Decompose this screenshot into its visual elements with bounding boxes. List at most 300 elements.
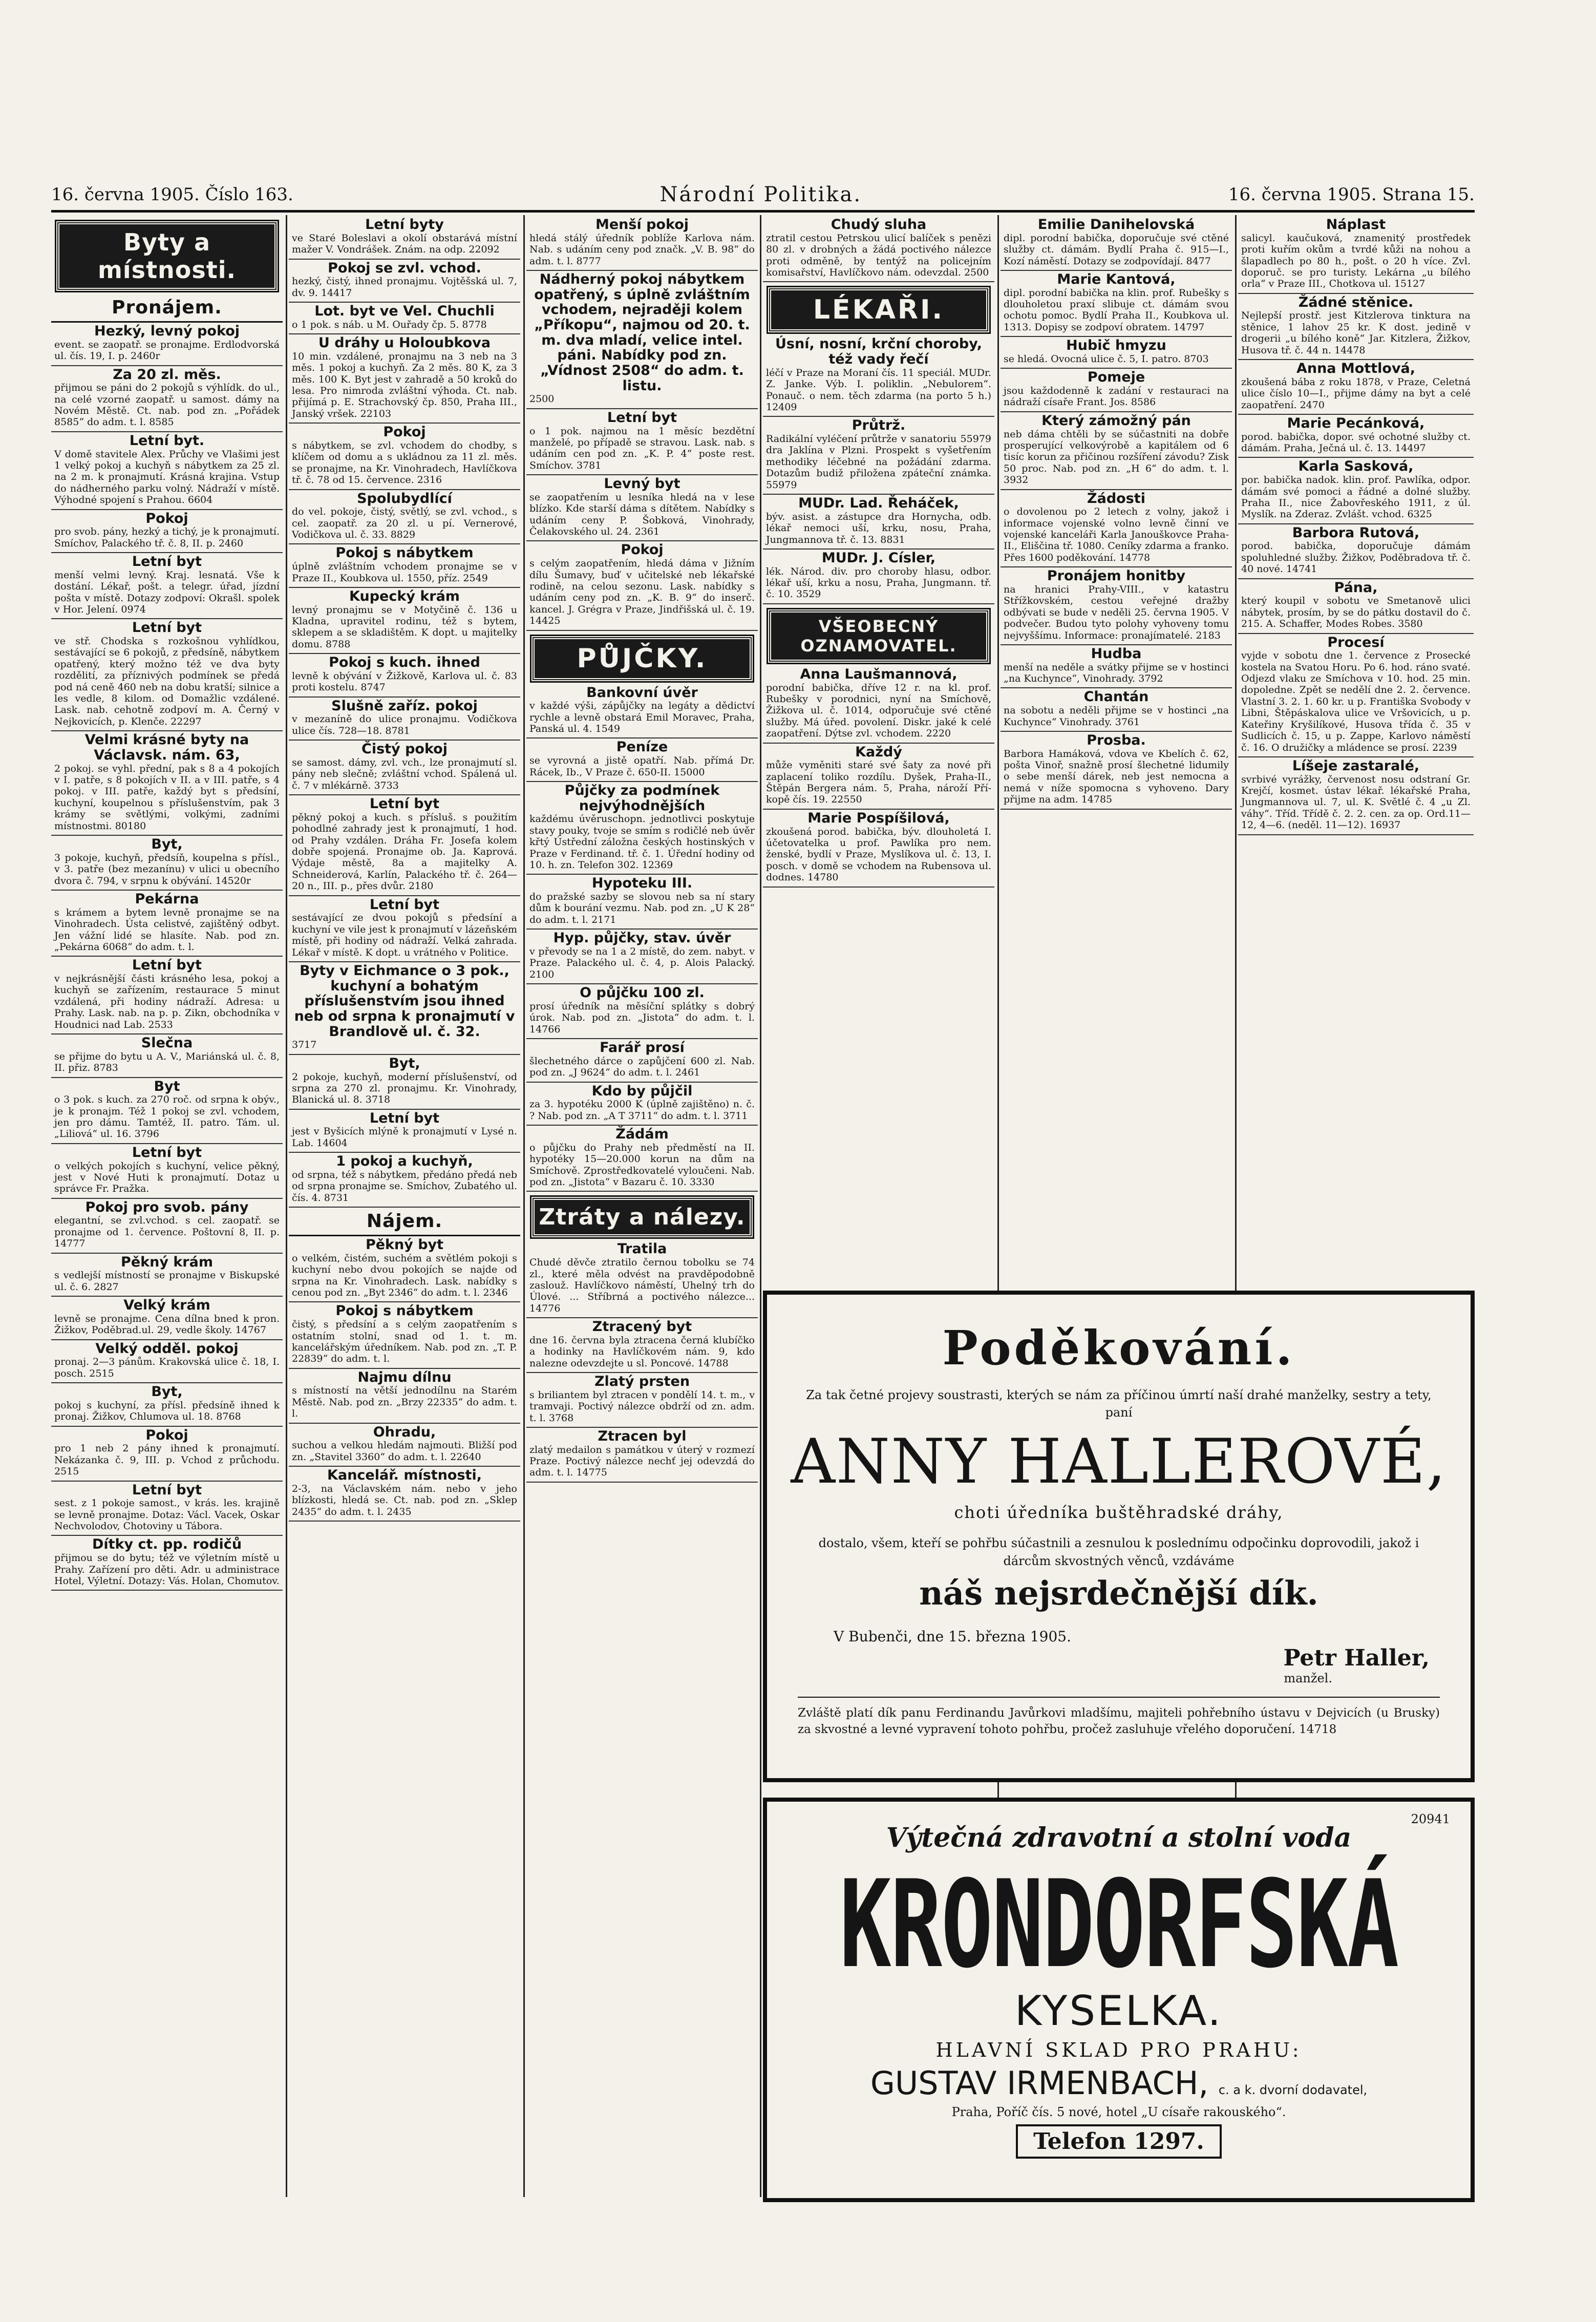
ad-heading: Byt <box>154 1078 180 1094</box>
ad-heading: Velký odděl. pokoj <box>95 1340 239 1357</box>
column-rule <box>286 215 287 2197</box>
classified-ad <box>289 795 520 896</box>
ad-text: 2 pokoje, kuchyň, moderní příslušenství, od srpna za 270 zl. pronajmu. Kr. Vinohrady, Blanická ul. 8. 3718 <box>292 1071 517 1106</box>
ad-text: může vyměniti staré své šaty za nové při zaplacení toliko rozdílu. Dyšek, Praha-II., Štěpán Bergera nám. 5, Praha, nároží Pří-kopě čís. 19. 22550 <box>766 759 991 806</box>
ad-heading: Pokoj pro svob. pány <box>85 1199 249 1215</box>
ad-heading: Tratila <box>617 1241 667 1257</box>
section-pujcky: PŮJČKY. <box>531 636 753 681</box>
ad-heading: Náplast <box>1326 217 1386 233</box>
classified-ad <box>289 260 520 303</box>
classified-ad <box>526 1083 758 1126</box>
ad-text: zkoušená porod. babička, býv. dlouholetá I. účetovatelka u prof. Pawlíka pro nem. ženské, bydlí v Praze, Myslíkova ul. č. 13, I. posch. v domě se vchodem na Rubensova ul. dodnes. 14780 <box>766 826 991 883</box>
classified-ad <box>1001 688 1232 732</box>
classified-ad <box>526 271 758 409</box>
classified-ad <box>1238 360 1474 415</box>
ad-text: 2500 <box>529 393 555 405</box>
ad-heading: MUDr. J. Císler, <box>821 550 936 566</box>
ad-heading: Slušně zaříz. pokoj <box>331 698 478 714</box>
ad-text: za 3. hypotéku 2000 K (úplně zajištěno) n. č. ? Nab. pod zn. „A T 3711“ do adm. t. l. 3711 <box>529 1099 755 1122</box>
ad-heading: Ztracený byt <box>592 1319 692 1335</box>
ad-text: úplně zvláštním vchodem pronajme se v Praze II., Koubkova ul. 1550, příz. 2549 <box>292 561 517 584</box>
ad-text: vyjde v sobotu dne 1. července z Prosecké kostela na Svatou Horu. Po 6. hod. ráno svaté. Odjezd vlaku ze Smíchova v 10. hod. 25 min. dopoledne. Zpět se nedělí dne 2. 2. července. Vlastní 3. 2. 1. 60 kr. u p. Františka Svobody v Libni, Štěpáskalova ulice ve Vršovicích, u p. Kateřiny Kryšilíkové, Husova třída č. 35 v Sudlicích č. 15, u p. Zappe, Karlovo náměstí č. 16. O družičky a mládence se prosí. 2239 <box>1241 650 1471 753</box>
classified-ad <box>763 810 994 888</box>
classified-ad <box>1001 645 1232 689</box>
thanks-line: náš nejsrdečnější dík. <box>919 1574 1318 1613</box>
section-ztraty: Ztráty a nálezy. <box>531 1197 753 1237</box>
classified-ad <box>289 544 520 588</box>
classified-ad <box>526 930 758 984</box>
ad-text: šlechetného dárce o zapůjčení 600 zl. Nab. pod zn. „J 9624“ do adm. t. l. 2461 <box>529 1055 755 1079</box>
kron-tagline: Výtečná zdravotní a stolní voda <box>886 1822 1352 1853</box>
ad-text: se přijme do bytu u A. V., Mariánská ul. č. 8, II. přiz. 8783 <box>54 1050 280 1074</box>
ad-heading: Letní byt <box>132 1144 202 1160</box>
ad-text: 2 pokoj. se vyhl. přední, pak s 8 a 4 pokojích v I. patře, s 8 pokojích v II. a v III. patře, s 4 pokoj. v III. patře, každý byt s předsíní, kuchyní, koupelnou s příslušenstvím, pak 3 krámy se světlými, volkými, zadními místnostmi. 80180 <box>54 763 280 832</box>
classified-ad <box>289 1236 520 1302</box>
kron-dealer <box>767 2064 1471 2102</box>
classified-ad <box>51 1297 283 1340</box>
ad-text: 10 min. vzdálené, pronajmu na 3 neb na 3 měs. 1 pokoj a kuchyň. Za 2 měs. 80 K, za 3 měs. 100 K. Byt jest v zahradě a 50 kroků do lesa. Pro nimroda zvláštní výhoda. Ct. nab. přijímá p. E. Strachovský čp. 850, Praha III., Janský vršek. 22103 <box>292 350 517 419</box>
ad-text: se zaopatřením u lesníka hledá na v lese blízko. Kde starší dáma s dítětem. Nabídky s udáním ceny P. Šobková, Vinohrady, Čelakovského ul. 24. 2361 <box>529 491 755 538</box>
classified-ad <box>763 495 994 550</box>
ad-text: v nejkrásnější části krásného lesa, pokoj a kuchyň se zařízením, restaurace 5 minut vzdálená, při hodiny nádraží. Adresa: u Prahy. Lask. nab. na p. p. Zikn, obchodníka v Houdnici nad Lab. 2533 <box>54 973 280 1030</box>
classified-ad <box>1238 216 1474 294</box>
classified-ad <box>526 875 758 930</box>
classified-ad <box>763 335 994 417</box>
thanks-signer-role: manžel. <box>1284 1671 1332 1685</box>
ad-heading: Menší pokoj <box>595 217 689 233</box>
classified-ad <box>289 1153 520 1208</box>
ad-text: salicyl. kaučuková, znamenitý prostředek proti kuřím okům a tvrdé kůži na nohou a šlapadlech po 80 h., pošt. o 20 h více. Zvl. doporuč. se pro turisty. Lekárna „u bílého orla“ v Praze III., Chotkova ul. 15127 <box>1241 232 1471 290</box>
classified-ad <box>289 1467 520 1522</box>
ad-text: přijmou se do bytu; též ve výletním místě u Prahy. Zařízení pro děti. Adr. u administrace Hotel, Výletní. Dotazy: Vás. Holan, Chomutov. <box>54 1552 280 1587</box>
classified-ad <box>1238 415 1474 458</box>
ads-column-3 <box>526 216 758 631</box>
ad-text: dipl. porodní babička, doporučuje své ctěné služby ct. dámám. Bydlí Praha č. 915—I., Kozí náměstí. Dotazy se zodpovídají. 8477 <box>1004 232 1229 267</box>
ad-text: s celým zaopatřením, hledá dáma v Jižním dílu Šumavy, buď v učitelské neb lékařské rodině, na celou sezonu. Lask. nabídky s udáním ceny pod zn. „K. B. 9“ do inserč. kancel. J. Grégra v Praze, Jindřišská ul. č. 19. 14425 <box>529 558 755 627</box>
classified-ad <box>1001 490 1232 568</box>
ad-heading: Pokoj s nábytkem <box>335 545 474 561</box>
ad-heading: Pokoj <box>145 510 188 526</box>
ad-heading: Pána, <box>1334 579 1378 596</box>
column-2 <box>289 216 520 2198</box>
kron-dealer-name: GUSTAV IRMENBACH, <box>870 2064 1209 2102</box>
ad-heading: Pokoj s kuch. ihned <box>329 655 480 671</box>
newspaper-page <box>51 179 1475 2202</box>
ad-heading: Barbora Rutová, <box>1292 524 1420 541</box>
ad-text: svrbivé vyrážky, červenost nosu odstraní Gr. Krejčí, kosmet. ústav lékař. lékařské Praha, Jungmannova ul. 7, ul. K. Světlé č. 4 „u Zl. váhy“. Tříd. Třídě č. 2. 2. cen. za op. Ord.11—12, 4—6. (neděl. 11—12). 16937 <box>1241 773 1471 831</box>
ad-text: na sobotu a neděli přijme se v hostinci „na Kuchynce“ Vinohrady. 3761 <box>1004 705 1229 728</box>
classified-ad <box>763 417 994 495</box>
classified-ad <box>289 896 520 962</box>
thanks-role: choti úředníka buštěhradské dráhy, <box>954 1503 1284 1523</box>
ad-text: v každé výši, zápůjčky na legáty a dědictví rychle a levně obstará Emil Moravec, Praha, Panská ul. 4. 1549 <box>529 700 755 735</box>
ad-heading: Velmi krásné byty na Václavsk. nám. 63, <box>84 732 249 763</box>
classified-ad <box>51 432 283 510</box>
ad-heading: Bankovní úvěr <box>586 684 698 701</box>
ad-heading: Letní byt. <box>129 432 205 449</box>
thanks-place: V Bubenči, dne 15. března 1905. <box>834 1628 1071 1645</box>
ad-text: porod. babička, doporučuje dámám spoluhledné služby. Žižkov, Poděbradova tř. č. 40 nové. 14741 <box>1241 540 1471 575</box>
ad-heading: Hubič hmyzu <box>1066 337 1166 354</box>
ad-heading: Čistý pokoj <box>361 741 448 757</box>
ad-heading: Spolubydlící <box>357 490 452 506</box>
ad-text: porod. babička, dopor. své ochotné služby ct. dámám. Praha, Ječná ul. č. 13. 14497 <box>1241 431 1471 454</box>
ads-column-1 <box>51 323 283 1591</box>
ad-heading: Chantán <box>1083 689 1149 705</box>
classified-ad <box>1001 369 1232 412</box>
ad-text: suchou a velkou hledám najmouti. Bližší pod zn. „Stavitel 3360“ do adm. t. l. 22640 <box>292 1440 517 1463</box>
ad-text: do pražské sazby se slovou neb sa ní stary dům k bourání vezmu. Nab. pod zn. „U K 28“ do adm. t. l. 2171 <box>529 891 755 925</box>
classified-ad <box>51 1427 283 1482</box>
ad-heading: Ztracen byl <box>598 1428 687 1444</box>
classified-ad <box>289 1055 520 1110</box>
ads-column-5 <box>1001 216 1232 810</box>
ad-text: s nábytkem, se zvl. vchodem do chodby, s klíčem od domu a s ukládnou za 11 zl. měs. se pronajme, na Kr. Vinohradech, Havlíčkova tř. č. 78 od 15. července. 2316 <box>292 439 517 486</box>
classified-ad <box>289 654 520 698</box>
header-left: 16. června 1905. Číslo 163. <box>51 184 293 205</box>
ad-text: pro svob. pány, hezký a tichý, je k pronajmutí. Smíchov, Palackého tř. č. 8, II. p. 2460 <box>54 526 280 549</box>
ad-text: o půjčku do Prahy neb předměstí na II. hypotéky 15—20.000 korun na dům na Smíchově. Zprostředkovatelé vyloučeni. Nab. pod zn. „Jistota“ v Bazaru č. 10. 3330 <box>529 1142 755 1188</box>
ads-column-6 <box>1238 216 1474 835</box>
ad-heading: Každý <box>855 744 902 760</box>
classified-ad <box>1238 634 1474 757</box>
kron-brand: KRONDORFSKÁ <box>839 1854 1398 1995</box>
kron-dealer-title: c. a k. dvorní dodavatel, <box>1218 2082 1368 2097</box>
ad-text: ve stř. Chodska s rozkošnou vyhlídkou, sestávající se 6 pokojů, z předsíně, nábytkem opatřený, který možno též ve dva byty rozdělití, za příznivých podmínek se předá pod ná ceně 460 neb na dobu kratší; silnice a les vedle, 8 kilom. od Domažlic vzdálené. Lask. nab. cehotně zodpoví m. A. Černý v Nejkovicích, p. Klenče. 22297 <box>54 636 280 727</box>
classified-ad <box>51 1078 283 1144</box>
ad-heading: Chudý sluha <box>831 217 927 233</box>
ad-heading: Byt, <box>389 1055 420 1071</box>
ad-heading: Hyp. půjčky, stav. úvěr <box>553 930 731 946</box>
ad-heading: Slečna <box>141 1035 193 1051</box>
ad-heading: Který zámožný pán <box>1041 412 1191 429</box>
classified-ad <box>289 1424 520 1467</box>
ad-heading: Nádherný pokoj nábytkem opatřený, s úplně zvláštním vchodem, nejraději kolem „Příkopu“, najmou od 20. t. m. dva mladí, velice intel. páni. Nabídky pod zn. „Vídnost 2508“ do adm. t. listu. <box>534 271 750 394</box>
ad-text: Chudé děvče ztratilo černou tobolku se 74 zl., které měla odvést na pravděpodobně zaslouž. Havlíčkovo náměstí, Uhelný trh do Úlové. ... Stříbrná a poctivého nálezce... 14776 <box>529 1257 755 1314</box>
ad-heading: Pokoj <box>621 542 664 558</box>
ad-heading: Pěkný krám <box>121 1254 213 1270</box>
classified-ad <box>1001 216 1232 271</box>
ad-heading: Lot. byt ve Vel. Chuchli <box>314 303 495 319</box>
classified-ad <box>289 1369 520 1424</box>
ad-text: por. babička nadok. klin. prof. Pawlíka, odpor. dámám své pomoci a řádné a dolné služby. Praha II., nice Žabovřeského 1911, z úl. Myslík. na Zderaz. Zvlášt. vchod. 6325 <box>1241 474 1471 520</box>
ad-text: Radikální vyléčení průtrže v sanatoriu 55979 dra Jaklína v Plzni. Prospekt s vyšetřením methodiky léčebné na požádání zdarma. Dotazům budiž přiložena zpáteční známka. 55979 <box>766 433 991 491</box>
ad-text: se vyrovná a jistě opatří. Nab. přímá Dr. Rácek, Ib., V Praze č. 650-II. 15000 <box>529 755 755 778</box>
classified-ad <box>51 1383 283 1427</box>
classified-ad <box>526 738 758 782</box>
ad-text: levně k obývání v Žižkově, Karlova ul. č. 83 proti kostelu. 8747 <box>292 670 517 693</box>
section-pronajem: Pronájem. <box>51 294 283 323</box>
ad-text: elegantní, se zvl.vchod. s cel. zaopatř. se pronajme od 1. července. Poštovní 8, II. p. 14777 <box>54 1215 280 1250</box>
ad-heading: Marie Pospíšilová, <box>807 810 950 826</box>
classified-ad <box>526 684 758 739</box>
ad-text: o 3 pok. s kuch. za 270 roč. od srpna k obýv., je k pronajm. Též 1 pokoj se zvl. vchodem, jen pro dámu. Tamtéž, II. patro. Tám. ul. „Liliová“ ul. 16. 3796 <box>54 1094 280 1140</box>
ad-text: o dovolenou po 2 letech z volny, jakož i informace vojenské volno levně činní ve vojenské kanceláři Karla Janouškovce Praha-II., Eliščina tř. 1080. Ceníky zdarma a franko. Přes 1600 poděkování. 14778 <box>1004 506 1229 563</box>
classified-ad <box>1238 458 1474 524</box>
column-rule <box>760 215 761 2197</box>
classified-ad <box>289 588 520 654</box>
ad-heading: Pronájem honitby <box>1047 568 1186 584</box>
classified-ad <box>1001 271 1232 337</box>
classified-ad <box>51 553 283 619</box>
classified-ad <box>51 1482 283 1536</box>
ad-text: o 1 pok. s náb. u M. Ouřady čp. 5. 8778 <box>292 319 487 330</box>
ad-text: pokoj s kuchyní, za přísl. předsíně ihned k pronaj. Žižkov, Chlumova ul. 18. 8768 <box>54 1399 280 1423</box>
ad-text: jsou každodenně k zadání v restauraci na nádraží císaře Frant. Jos. 8586 <box>1004 385 1229 408</box>
ad-text: jest v Byšicích mlýně k pronajmutí v Lysé n. Lab. 14604 <box>292 1126 517 1149</box>
ad-text: 3717 <box>292 1039 317 1051</box>
classified-ad <box>526 1428 758 1483</box>
ad-heading: Procesí <box>1327 634 1385 650</box>
ad-heading: Hudba <box>1091 645 1142 662</box>
ad-text: Barbora Hamáková, vdova ve Kbelích č. 62, pošta Vinoř, snažně prosí šlechetné lidumily o sebe menší dárek, neb jest nemocna a nemá v níže spomocna s vyhoveno. Dary přijme na adm. 14785 <box>1004 748 1229 806</box>
classified-ad <box>51 366 283 432</box>
ad-text: od srpna, též s nábytkem, předáno předá neb od srpna pronajme se. Smíchov, Zubatého ul. čís. 4. 8731 <box>292 1169 517 1204</box>
thanks-title: Poděkování. <box>942 1320 1295 1376</box>
column-1 <box>51 216 283 2198</box>
ad-text: o velkých pokojích s kuchyní, velice pěkný, jest v Nové Huti k pronajmutí. Dotaz u správce Fr. Pražka. <box>54 1160 280 1195</box>
ad-heading: Letní byt <box>607 409 677 426</box>
ad-text: pronaj. 2—3 pánům. Krakovská ulice č. 18, I. posch. 2515 <box>54 1356 280 1379</box>
classified-ad <box>289 216 520 260</box>
thanks-body: dostalo, všem, kteří se pohřbu súčastnili a zesnulou k poslednímu odpočinku doprovodili, jakož i dárcům skvostných věnců, vzdáváme <box>818 1536 1419 1568</box>
ad-heading: Velký krám <box>123 1297 210 1314</box>
classified-ad <box>51 731 283 836</box>
classified-ad <box>51 836 283 891</box>
ads-column-3b <box>526 684 758 1192</box>
ad-heading: Letní byty <box>365 217 444 233</box>
classified-ad <box>51 1254 283 1297</box>
ad-heading: Byt, <box>151 836 183 853</box>
classified-ad <box>526 409 758 475</box>
ad-heading: Letní byt <box>132 620 202 636</box>
ad-text: v mezaníně do ulice pronajmu. Vodičkova ulice čís. 728—18. 8781 <box>292 713 517 736</box>
thanks-name: ANNY HALLEROVÉ, <box>791 1426 1447 1498</box>
classified-ad <box>289 490 520 545</box>
ad-heading: Emilie Danihelovská <box>1037 217 1195 233</box>
ad-heading: Žádosti <box>1087 490 1145 506</box>
ads-column-4b <box>763 666 994 888</box>
classified-ad <box>526 984 758 1039</box>
ad-heading: Marie Pecánková, <box>1287 415 1425 431</box>
page-header <box>51 179 1475 213</box>
section-najem: Nájem. <box>289 1208 520 1236</box>
ad-text: sest. z 1 pokoje samost., v krás. les. krajině se levně pronajme. Dotaz: Václ. Vacek, Oskar Nechvolodov, Chotoviny u Tábora. <box>54 1497 280 1532</box>
ad-heading: Pomeje <box>1087 369 1145 386</box>
classified-ad <box>763 216 994 282</box>
ads-column-2b <box>289 1236 520 1522</box>
ad-text: léčí v Praze na Moraní čís. 11 speciál. MUDr. Z. Janke. Výb. I. poliklin. „Nebulorem“. Ponauč. o nem. těch zdarma (na porto 5 h.) 12409 <box>766 367 991 413</box>
ad-text: na hranici Prahy-VIII., v katastru Střížkovském, cestou veřejné dražby odbývati se bude v neděli 25. června 1905. V podvečer. Budou tyto polohy vyhoveny tomu nejvyššímu. Informace: pronajímatelé. 2183 <box>1004 583 1229 641</box>
section-oznamovatel: VŠEOBECNÝ OZNAMOVATEL. <box>768 609 989 663</box>
ad-heading: Žádám <box>615 1126 669 1143</box>
kron-phone: Telefon 1297. <box>1016 2124 1222 2159</box>
classified-ad <box>1238 524 1474 579</box>
ad-heading: Průtrž. <box>852 417 906 434</box>
classified-ad <box>526 1373 758 1428</box>
ad-text: menší velmi levný. Kraj. lesnatá. Vše k dostání. Lékař, pošt. a telegr. úřad, jízdní pošta v místě. Dotazy zodpoví: Okrašl. spolek v Hor. Jelení. 0974 <box>54 569 280 615</box>
ad-text: každému úvěruschopn. jednotlivci poskytuje stavy pouky, tvoje se smím s rodičlé neb úvěr křtý Ústřední záložna českých hostinských v Praze v Ferdinand. tř. č. 1. Úřední hodiny od 10. h. zn. Telefon 302. 12369 <box>529 813 755 871</box>
classified-ad <box>526 782 758 875</box>
ad-text: čistý, s předsíní a s celým zaopatřením s ostatním stolní, snad od 1. t. m. kancelářským úředníkem. Nab. pod zn. „T. P. 22839“ do adm. t. l. <box>292 1319 517 1365</box>
ad-heading: Anna Laušmannová, <box>800 666 957 682</box>
ads-column-2 <box>289 216 520 1208</box>
ad-text: s místností na větší jednodílnu na Starém Městě. Nab. pod zn. „Brzy 22335“ do adm. t. l. <box>292 1385 517 1420</box>
ad-heading: Peníze <box>616 739 668 755</box>
ad-heading: Najmu dílnu <box>357 1369 452 1385</box>
ad-text: s vedlejší místností se pronajme v Biskupské ul. č. 6. 2827 <box>54 1270 280 1293</box>
ad-text: o 1 pok. najmou na 1 měsíc bezdětní manželé, po případě se stravou. Lask. nab. s udáním cen pod zn. „K. P. 4“ poste rest. Smíchov. 3781 <box>529 425 755 471</box>
thanks-intro: Za tak četné projevy soustrasti, kterých se nám za příčinou úmrtí naší drahé manželky, sestry a tety, paní <box>806 1388 1432 1420</box>
section-lekari: LÉKAŘI. <box>768 287 989 332</box>
kron-address: Praha, Poříč čís. 5 nové, hotel „U císaře rakouského“. <box>951 2104 1286 2119</box>
classified-ad <box>289 303 520 334</box>
classified-ad <box>51 619 283 731</box>
ad-heading: Zlatý prsten <box>594 1374 690 1390</box>
ad-text: zlatý medailon s památkou v úterý v rozmezí Praze. Poctivý nálezce nechť jej odevzdá do adm. t. l. 14775 <box>529 1444 755 1479</box>
ad-heading: Pokoj s nábytkem <box>335 1303 474 1319</box>
ad-heading: Byt, <box>151 1384 183 1400</box>
ad-text: hezký, čistý, ihned pronajmu. Vojtěšská ul. 7, dv. 9. 14417 <box>292 276 517 299</box>
ad-heading: Půjčky za podmínek nejvýhodnějších <box>564 782 720 814</box>
ad-text: prosí úředník na měsíční splátky s dobrý úrok. Nab. pod zn. „Jistota“ do adm. t. l. 14766 <box>529 1000 755 1035</box>
ad-text: pěkný pokoj a kuch. s přísluš. s použitím pohodlné zahrady jest k pronajmutí, 1 hod. od Prahy vzdálen. Dráha Fr. Josefa kolem dobře spojená. Pronajme ob. Ja. Kaprová. Výdaje městě, 8a a majitelky A. Schneiderová, Karlín, Palackého tř. č. 264—20 n., III. p., přes dvůr. 2180 <box>292 811 517 892</box>
ad-heading: Pokoj <box>383 424 426 440</box>
ad-text: event. se zaopatř. se pronajme. Erdlodvorská ul. čís. 19, I. p. 2460r <box>54 339 280 362</box>
ad-text: se hledá. Ovocná ulice č. 5, I. patro. 8703 <box>1004 353 1209 365</box>
ad-heading: Kancelář. místnosti, <box>327 1467 482 1484</box>
ad-text: levně se pronajme. Cena dílna bned k pron. Žižkov, Poděbrad.ul. 29, vedle školy. 14767 <box>54 1313 280 1336</box>
thanks-notice <box>763 1291 1475 1782</box>
classified-ad <box>51 957 283 1035</box>
ads-column-3c <box>526 1240 758 1482</box>
ad-heading: Farář prosí <box>600 1040 685 1056</box>
classified-ad <box>763 550 994 604</box>
column-rule <box>523 215 525 2197</box>
section-byty: Byty a místnosti. <box>56 221 278 291</box>
ad-heading: MUDr. Lad. Řeháček, <box>798 495 959 512</box>
classified-ad <box>526 475 758 541</box>
ad-text: lék. Národ. div. pro choroby hlasu, odbor. lékař uší, krku a nosu, Praha, Jungmann. tř. č. 10. 3529 <box>766 565 991 600</box>
kron-depot: HLAVNÍ SKLAD PRO PRAHU: <box>935 2038 1302 2061</box>
ad-heading: Karla Sasková, <box>1298 458 1414 475</box>
ad-text: hledá stálý úředník poblíže Karlova nám. Nab. s udáním ceny pod značk. „V. B. 98“ do adm. t. l. 8777 <box>529 232 755 267</box>
ad-heading: Anna Mottlová, <box>1296 361 1416 377</box>
ad-heading: Hezký, levný pokoj <box>94 323 240 339</box>
classified-ad <box>289 741 520 795</box>
ad-text: 3 pokoje, kuchyň, předsíň, koupelna s přísl., v 3. patře (bez mezanínu) v ulici u obecního dvora č. 794, v srpnu k obývání. 14520r <box>54 852 280 886</box>
ad-text: ve Staré Boleslavi a okolí obstarává místní mažer V. Vondrášek. Znám. na odp. 22092 <box>292 232 517 256</box>
ad-heading: Kupecký krám <box>349 588 460 604</box>
classified-ad <box>51 510 283 554</box>
ad-text: býv. asist. a zástupce dra Hornycha, odb. lékař nemoci uší, krku, nosu, Praha, Jungmannova tř. č. 13. 8831 <box>766 511 991 545</box>
ad-text: levný pronajmu se v Motyčině č. 136 u Kladna, upravitel rodinu, též s bytem, sklepem a se skladištěm. K dopt. u majitelky domu. 8788 <box>292 604 517 650</box>
column-6 <box>1238 216 1474 1292</box>
ad-text: zkoušená bába z roku 1878, v Praze, Celetná ulice číslo 10—I., přijme dámy na byt a celé zaopatření. 2470 <box>1241 376 1471 411</box>
ad-heading: Byty v Eichmance o 3 pok., kuchyní a bohatým příslušenstvím jsou ihned neb od srpna k pronajmutí v Brandlově ul. č. 32. <box>294 963 515 1040</box>
ad-heading: 1 pokoj a kuchyň, <box>336 1153 473 1170</box>
ad-text: dipl. porodní babička na klin. prof. Rubešky s dlouholetou praxí slibuje ct. dámám svou ochotu pomoc. Bydlí Praha II., Koubkova ul. 1313. Dopisy se zodpoví obratem. 14797 <box>1004 287 1229 333</box>
ad-text: 2-3, na Václavském nám. nebo v jeho blízkosti, hledá se. Ct. nab. pod zn. „Sklep 2435“ do adm. t. l. 2435 <box>292 1483 517 1517</box>
ad-heading: Úsní, nosní, krční choroby, též vady řečí <box>775 336 982 367</box>
ad-text: ztratil cestou Petrskou ulicí balíček s penězi 80 zl. v drobných a žádá poctivého nálezce proti odměně, by tentýž na policejním komisařství, Havlíčkovo nám. odevzdal. 2500 <box>766 232 991 278</box>
classified-ad <box>526 1039 758 1083</box>
ad-heading: Pokoj se zvl. vchod. <box>328 260 481 276</box>
classified-ad <box>289 1110 520 1153</box>
classified-ad <box>526 541 758 630</box>
ad-text: přijmou se páni do 2 pokojů s výhlídk. do ul., na celé vzorné zaopatř. u samost. dámy na Novém Městě. Ct. nab. pod zn. „Pořádek 8585“ do adm. t. l. 8585 <box>54 382 280 428</box>
ad-text: sestávající ze dvou pokojů s předsíní a kuchyní ve vile jest k pronajmutí v lázeňském místě, při hodiny od nádraží. Velká zahrada. Lékař v místě. K dopt. u vrátného v Politice. <box>292 912 517 958</box>
classified-ad <box>526 1126 758 1192</box>
ad-text: do vel. pokoje, čistý, světlý, se zvl. vchod., s cel. zaopatř. za 20 zl. u pí. Vernerové, Vodičkova ul. č. 33. 8829 <box>292 506 517 541</box>
ad-heading: Hypoteku III. <box>591 875 693 892</box>
ad-heading: O půjčku 100 zl. <box>580 985 705 1001</box>
ad-heading: Žádné stěnice. <box>1298 294 1414 310</box>
ad-heading: Za 20 zl. měs. <box>113 366 221 383</box>
classified-ad <box>1001 567 1232 645</box>
classified-ad <box>1001 412 1232 490</box>
header-right: 16. června 1905. Strana 15. <box>1228 184 1475 205</box>
ad-text: dne 16. června byla ztracena černá klubíčko a hodinky na Havlíčkovém nám. 9, kdo nalezne odevzdejte u sl. Poncové. 14788 <box>529 1334 755 1369</box>
classified-ad <box>51 323 283 366</box>
classified-ad <box>289 1302 520 1368</box>
classified-ad <box>51 1199 283 1254</box>
ad-heading: Pěkný byt <box>365 1237 444 1253</box>
classified-ad <box>51 1340 283 1384</box>
ad-text: V domě stavitele Alex. Průchy ve Vlašimi jest 1 velký pokoj a kuchyň s nábytkem za 25 zl. na 2 m. k pronajmutí. Krásná krajina. Vstup do nádherného parku volný. Nádraží v místě. Výhodné spojení s Prahou. 6604 <box>54 448 280 506</box>
ad-heading: Letní byt <box>132 1482 202 1498</box>
ad-heading: Líšeje zastaralé, <box>1292 757 1420 774</box>
ad-heading: Ohradu, <box>373 1424 436 1440</box>
classified-ad <box>51 1144 283 1199</box>
classified-ad <box>763 744 994 810</box>
kron-code: 20941 <box>1411 1812 1450 1826</box>
thanks-note: Zvláště platí dík panu Ferdinandu Javůrkovi mladšímu, majiteli pohřebního ústavu v Dejvicích (u Brusky) za skvostné a levné vypravení tohoto pohřbu, pročež zasluhuje vřelého doporučení. 14718 <box>798 1697 1440 1738</box>
ad-text: s krámem a bytem levně pronajme se na Vinohradech. Ústa celistvé, zajištěný odbyt. Jen vážní lidé se hlasíte. Nab. pod zn. „Pekárna 6068“ do adm. t. l. <box>54 906 280 953</box>
classified-ad <box>289 698 520 741</box>
masthead: Národní Politika. <box>659 183 862 206</box>
classified-ad <box>1238 757 1474 835</box>
ad-text: pro 1 neb 2 pány ihned k pronajmutí. Nekázanka č. 9, III. p. Vchod z průchodu. 2515 <box>54 1443 280 1477</box>
classified-ad <box>1238 579 1474 634</box>
ad-heading: Letní byt <box>369 1110 440 1126</box>
ad-heading: Levný byt <box>604 476 680 492</box>
ad-heading: Letní byt <box>132 957 202 974</box>
column-3 <box>526 216 758 2198</box>
classified-ad <box>289 424 520 490</box>
ads-column-4 <box>763 335 994 604</box>
classified-ad <box>289 962 520 1055</box>
classified-ad <box>51 891 283 957</box>
classified-ad <box>289 334 520 424</box>
ad-text: s briliantem byl ztracen v pondělí 14. t. m., v tramvaji. Poctivý nálezce obdrží od zn. adm. t. l. 3768 <box>529 1389 755 1424</box>
ad-heading: Pokoj <box>145 1427 188 1443</box>
classified-ad <box>1001 337 1232 369</box>
ad-heading: Marie Kantová, <box>1057 271 1176 287</box>
kron-sub: KYSELKA. <box>1014 1987 1223 2035</box>
ad-text: menší na neděle a svátky přijme se v hostinci „na Kuchynce“, Vinohrady. 3792 <box>1004 661 1229 685</box>
ad-heading: Letní byt <box>369 796 440 812</box>
classified-ad <box>526 1318 758 1373</box>
ad-text: neb dáma chtěli by se súčastniti na dobře prosperující velkovýrobě a kapitálem od 6 tisíc korun za přičinou rozšíření závodu? Zisk 50 proc. Nab. pod zn. „H 6“ do adm. t. l. 3932 <box>1004 428 1229 486</box>
classified-ad <box>1238 294 1474 360</box>
ad-text: v převody se na 1 a 2 místě, do zem. nabyt. v Praze. Palackého ul. č. 4, p. Alois Palacký. 2100 <box>529 945 755 980</box>
classified-ad <box>763 666 994 744</box>
classified-ad <box>51 1536 283 1591</box>
ad-text: který koupil v sobotu ve Smetanově ulici nábytek, prosím, by se do pátku dostavil do č. 215. A. Schaffer, Modes Robes. 3580 <box>1241 595 1471 630</box>
ad-text: porodní babička, dříve 12 r. na kl. prof. Rubešky v porodnici, nyní na Smíchově, Žižkova ul. č. 1014, odporučuje své ctěné služby. Má úřed. povolení. Diskr. jaké k celé zaopatření. Dýtse zvl. vchodem. 2220 <box>766 682 991 740</box>
ad-heading: Pekárna <box>135 891 199 907</box>
